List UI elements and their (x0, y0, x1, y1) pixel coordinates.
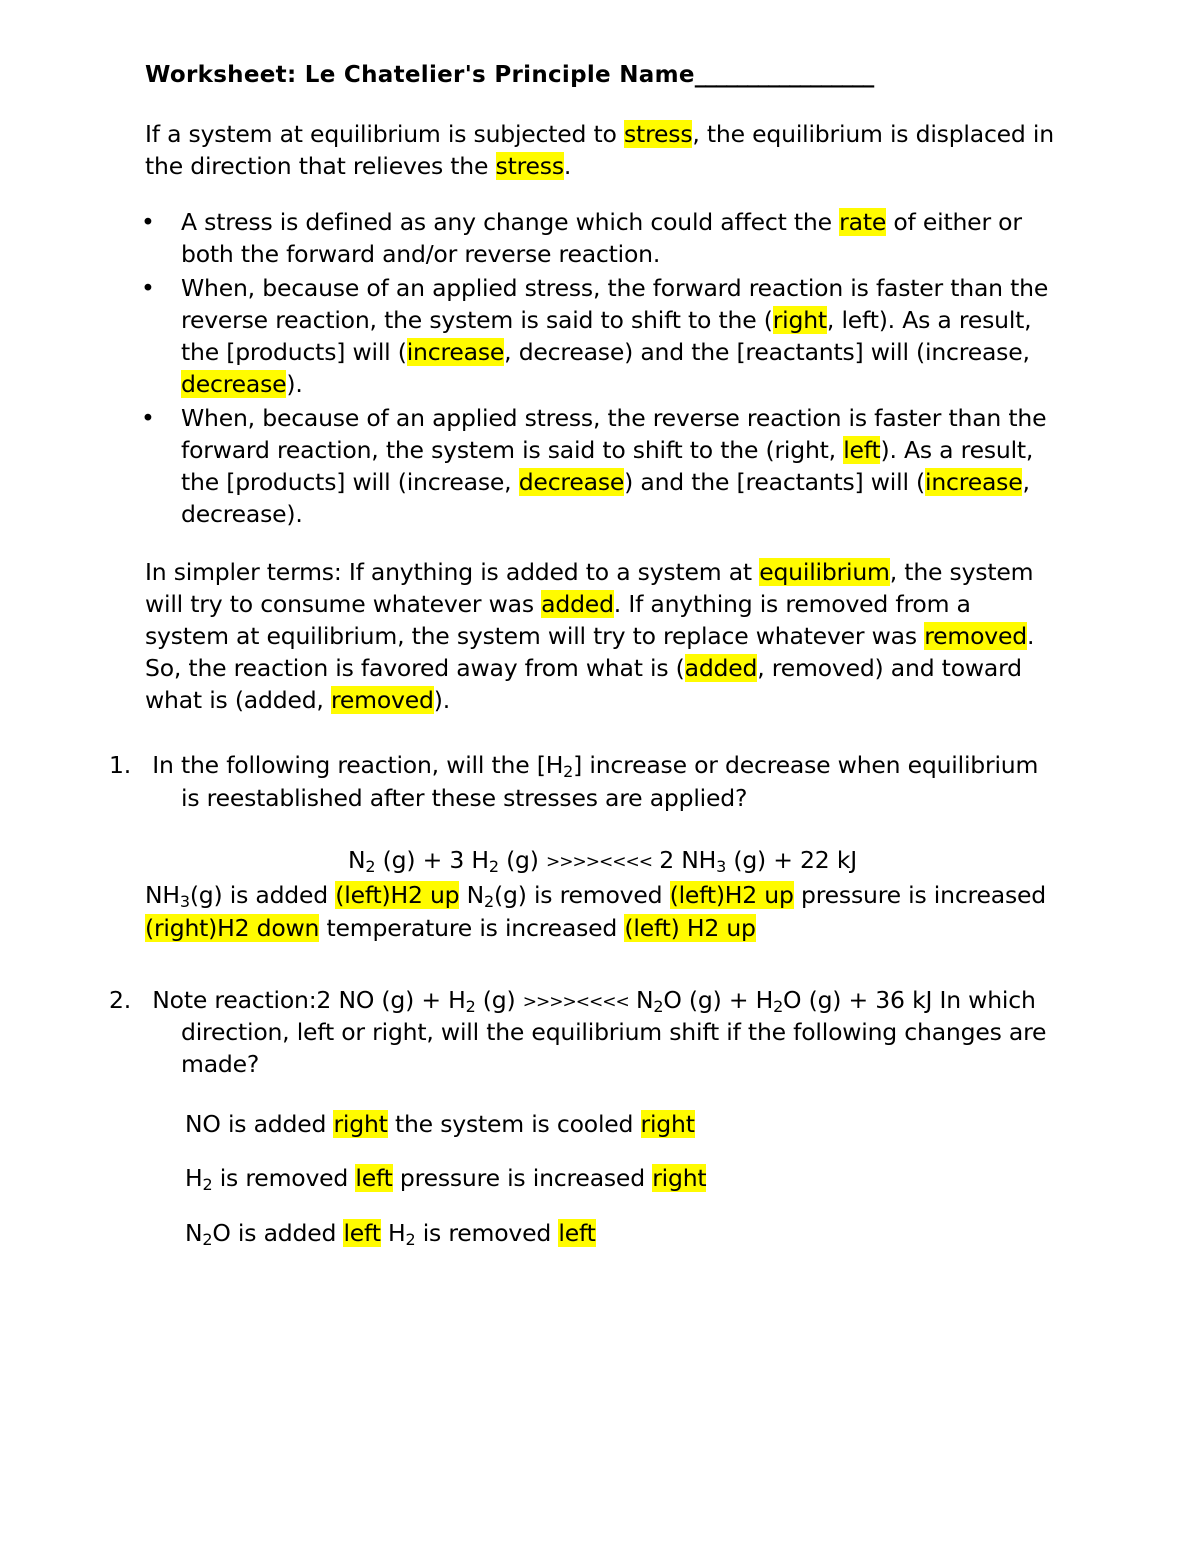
text-run: In simpler terms: If anything is added to a system at (145, 557, 760, 586)
intro-highlight-2: stress (495, 152, 564, 181)
page-title (145, 60, 1060, 91)
highlighted-answer: (right)H2 down (145, 913, 320, 942)
highlighted-answer: added (541, 589, 614, 618)
text-run: pressure is increased (392, 1164, 653, 1193)
intro-paragraph (145, 119, 1060, 183)
highlighted-answer: left (558, 1218, 596, 1247)
question-2-answer-row (185, 1109, 1060, 1141)
highlighted-answer: (left) H2 up (624, 913, 756, 942)
highlighted-answer: increase (406, 337, 505, 366)
highlighted-answer: added (684, 653, 758, 682)
text-run: $H_2$ is removed (185, 1164, 356, 1195)
question-2: 2. Note reaction:2 NO $(g) + H_2$ (g) >>>><<<< $N_2O$ $(g) + H_2O$ (g) + 36 kJ In which direction, left or right, will the equilibrium shift if the following changes are made? (109, 985, 1047, 1079)
highlighted-answer: equilibrium (759, 557, 890, 586)
list-item (141, 273, 1060, 401)
text-run: . So, the reaction is favored away from what is ( (145, 621, 1035, 682)
text-run: $H_2$ is removed (380, 1218, 559, 1249)
bullet-text (181, 274, 1048, 398)
question-1-answers (145, 880, 1060, 945)
text-run: When, because of an applied stress, the forward reaction is faster than the reverse reaction, the system is said to shift to the ( (181, 274, 1049, 335)
page-title-text: Worksheet: Le Chatelier's Principle Name (145, 62, 695, 88)
intro-part-2: , the equilibrium is displaced in the direction that relieves the (145, 120, 1054, 181)
highlighted-answer: right (640, 1110, 695, 1139)
question-1-answer-text (145, 881, 1046, 942)
intro-part-3: . (563, 152, 572, 181)
simpler-terms-text (145, 558, 1034, 714)
definition-bullet-list (141, 207, 1060, 531)
text-run: temperature is increased (319, 913, 625, 942)
question-2-answer-row (185, 1218, 1060, 1251)
highlighted-answer: (left)H2 up (669, 880, 794, 909)
text-run: of either or both the forward and/or reverse reaction. (181, 208, 1022, 269)
highlighted-answer: right (652, 1164, 707, 1193)
bullet-text (181, 404, 1046, 528)
text-run: , the system will try to consume whatever was (145, 557, 1034, 618)
text-run: , removed) and toward what is (added, (145, 653, 1022, 714)
highlighted-answer: increase (925, 467, 1023, 496)
equation-1 (145, 845, 1060, 878)
bullet-marker: • (141, 274, 155, 303)
text-run: the system is cooled (387, 1110, 641, 1139)
question-2-answer-row (185, 1163, 1060, 1196)
highlighted-answer: removed (330, 685, 434, 714)
highlighted-answer: right (333, 1110, 388, 1139)
highlighted-answer: decrease (518, 467, 625, 496)
spacer (145, 1087, 1060, 1109)
equilibrium-arrows-icon: >>>><<<< (522, 991, 629, 1012)
highlighted-answer: left (355, 1164, 393, 1193)
text-run: $N_2(g)$ is removed (459, 880, 670, 911)
highlighted-answer: left (343, 1218, 381, 1247)
question-2-answer-text (185, 1219, 596, 1247)
equation-1-left: $N_2$ (g) + 3 $H_2$ (g) (348, 846, 539, 877)
text-run: , left). As a result, the [products] will ( (181, 306, 1032, 366)
bullet-text (181, 208, 1022, 268)
highlighted-answer: removed (924, 621, 1027, 650)
list-item (141, 207, 1060, 271)
text-run: . If anything is removed from a system at equilibrium, the system will try to replace whatever was (145, 589, 971, 650)
text-run: ) and the [reactants] will ( (624, 467, 926, 496)
intro-highlight-1: stress (624, 120, 693, 149)
text-run: $NH_3(g)$ is added (145, 880, 336, 911)
question-2-answer-text (185, 1110, 695, 1138)
text-run: ). (433, 685, 450, 714)
document-body (109, 60, 1060, 1251)
text-run: $N_2O$ is added (185, 1218, 344, 1249)
text-run: ). (286, 369, 303, 398)
highlighted-answer: left (843, 435, 881, 464)
question-1-text: In the following reaction, will the $[H_2]$ increase or decrease when equilibrium is reestablished after these stresses are applied? (152, 751, 1039, 813)
text-run: NO is added (185, 1110, 334, 1139)
list-item (141, 403, 1060, 531)
question-2-lead: Note reaction:2 NO $(g) + H_2$ (g) (152, 985, 516, 1016)
highlighted-answer: right (772, 306, 827, 335)
spacer (145, 1141, 1060, 1163)
spacer (145, 740, 1060, 750)
text-run: , decrease). (181, 467, 1030, 528)
bullet-marker: • (141, 403, 155, 432)
text-run: pressure is increased (793, 880, 1046, 909)
text-run: A stress is defined as any change which could affect the (181, 208, 840, 237)
name-blank: _________________ (694, 62, 874, 88)
highlighted-answer: rate (839, 208, 887, 237)
highlighted-answer: decrease (181, 369, 287, 398)
spacer (145, 1196, 1060, 1218)
text-run: ). As a result, the [products] will (increase, (181, 435, 1034, 496)
intro-part-1: If a system at equilibrium is subjected to (145, 120, 625, 149)
bullet-marker: • (141, 208, 155, 237)
question-1: 1. In the following reaction, will the $[H_2]$ increase or decrease when equilibrium is reestablished after these stresses are applied? (109, 751, 1039, 813)
equilibrium-arrows-icon: >>>><<<< (546, 852, 652, 873)
text-run: When, because of an applied stress, the reverse reaction is faster than the forward reaction, the system is said to shift to the (right, (181, 403, 1047, 464)
question-2-answer-text (185, 1164, 707, 1195)
simpler-terms-paragraph (145, 557, 1060, 717)
spacer (145, 945, 1060, 985)
question-2-lead-2: $N_2O$ $(g) + H_2O$ (g) + 36 kJ In which direction, left or right, will the equilibrium shift if the following changes are made? (181, 985, 1047, 1079)
highlighted-answer: (left)H2 up (335, 880, 460, 909)
equation-1-right: 2 $NH_3$ (g) + 22 kJ (659, 846, 857, 877)
text-run: , decrease) and the [reactants] will (increase, (504, 337, 1030, 366)
